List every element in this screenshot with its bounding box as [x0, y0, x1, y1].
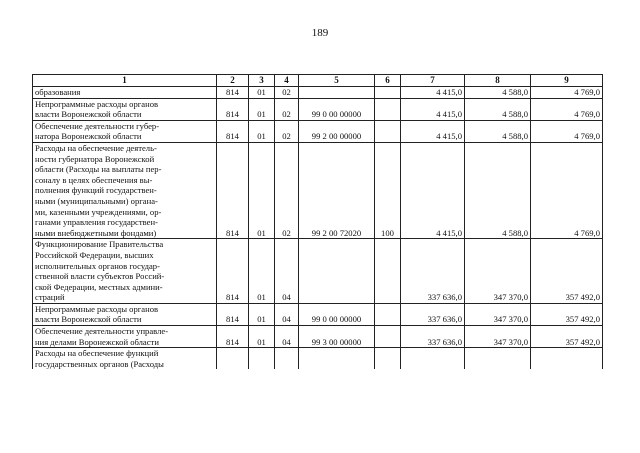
row-expense-type: [375, 326, 401, 348]
page-number: 189: [311, 27, 329, 39]
row-code: 814: [217, 303, 249, 325]
header-cell: 5: [299, 75, 375, 87]
row-name: Непрограммные расходы органов власти Воронежской области: [33, 303, 217, 325]
row-amount-7: 337 636,0: [401, 303, 465, 325]
row-section: [249, 348, 275, 370]
row-code: 814: [217, 326, 249, 348]
table-row: [33, 326, 603, 348]
row-expense-type: [375, 87, 401, 99]
row-amount-8: 4 588,0: [465, 98, 531, 120]
table-row: [33, 120, 603, 142]
header-cell: 6: [375, 75, 401, 87]
row-section: 01: [249, 239, 275, 304]
row-amount-8: 347 370,0: [465, 239, 531, 304]
row-expense-type: [375, 348, 401, 370]
row-article: [299, 348, 375, 370]
row-subsection: 02: [275, 120, 299, 142]
header-cell: 1: [33, 75, 217, 87]
row-name: Непрограммные расходы органов власти Воронежской области: [33, 98, 217, 120]
row-amount-8: 347 370,0: [465, 326, 531, 348]
row-amount-7: 4 415,0: [401, 87, 465, 99]
row-article: 99 0 00 00000: [299, 303, 375, 325]
row-amount-7: 4 415,0: [401, 120, 465, 142]
row-expense-type: [375, 98, 401, 120]
row-subsection: 04: [275, 239, 299, 304]
row-amount-7: 4 415,0: [401, 142, 465, 238]
row-amount-9: [531, 348, 603, 370]
row-expense-type: [375, 303, 401, 325]
header-cell: 8: [465, 75, 531, 87]
row-subsection: 04: [275, 303, 299, 325]
row-amount-9: 357 492,0: [531, 303, 603, 325]
row-section: 01: [249, 87, 275, 99]
row-amount-8: [465, 348, 531, 370]
row-code: [217, 348, 249, 370]
row-name: Расходы на обеспечение деятель- ности губернатора Воронежской области (Расходы на выплаты пер- соналу в целях обеспечения вы- полнения функций государствен- ными (муниципальными) органа- ми, казенными учреждениями, ор- ганами управления государствен- ными внебюджетными фондами): [33, 142, 217, 238]
row-subsection: 04: [275, 326, 299, 348]
table-row: [33, 87, 603, 99]
row-amount-9: 4 769,0: [531, 98, 603, 120]
header-cell: 7: [401, 75, 465, 87]
row-article: 99 2 00 72020: [299, 142, 375, 238]
table-row: [33, 239, 603, 304]
row-code: 814: [217, 239, 249, 304]
row-amount-9: 357 492,0: [531, 326, 603, 348]
row-section: 01: [249, 98, 275, 120]
row-amount-7: [401, 348, 465, 370]
row-amount-8: 4 588,0: [465, 142, 531, 238]
table-row: [33, 303, 603, 325]
row-code: 814: [217, 87, 249, 99]
header-cell: 4: [275, 75, 299, 87]
row-amount-8: 4 588,0: [465, 120, 531, 142]
row-section: 01: [249, 326, 275, 348]
row-code: 814: [217, 142, 249, 238]
row-section: 01: [249, 303, 275, 325]
row-code: 814: [217, 120, 249, 142]
row-article: 99 3 00 00000: [299, 326, 375, 348]
budget-table: [32, 74, 603, 369]
row-subsection: 02: [275, 98, 299, 120]
row-amount-7: 4 415,0: [401, 98, 465, 120]
table-row: [33, 98, 603, 120]
row-amount-7: 337 636,0: [401, 239, 465, 304]
row-expense-type: 100: [375, 142, 401, 238]
row-name: Расходы на обеспечение функций государственных органов (Расходы: [33, 348, 217, 370]
row-article: [299, 239, 375, 304]
row-article: 99 0 00 00000: [299, 98, 375, 120]
row-subsection: 02: [275, 142, 299, 238]
row-amount-9: 357 492,0: [531, 239, 603, 304]
row-expense-type: [375, 120, 401, 142]
row-amount-8: 4 588,0: [465, 87, 531, 99]
row-amount-9: 4 769,0: [531, 142, 603, 238]
row-amount-9: 4 769,0: [531, 87, 603, 99]
header-cell: 3: [249, 75, 275, 87]
row-name: Обеспечение деятельности губер- натора Воронежской области: [33, 120, 217, 142]
row-amount-8: 347 370,0: [465, 303, 531, 325]
header-cell: 2: [217, 75, 249, 87]
table-row: [33, 348, 603, 370]
row-amount-7: 337 636,0: [401, 326, 465, 348]
header-cell: 9: [531, 75, 603, 87]
row-name: Обеспечение деятельности управле- ния делами Воронежской области: [33, 326, 217, 348]
header-row: [33, 75, 603, 87]
row-name: образования: [33, 87, 217, 99]
row-amount-9: 4 769,0: [531, 120, 603, 142]
row-code: 814: [217, 98, 249, 120]
row-article: 99 2 00 00000: [299, 120, 375, 142]
row-subsection: [275, 348, 299, 370]
row-section: 01: [249, 142, 275, 238]
table-row: [33, 142, 603, 238]
row-expense-type: [375, 239, 401, 304]
row-section: 01: [249, 120, 275, 142]
row-article: [299, 87, 375, 99]
row-name: Функционирование Правительства Российской Федерации, высших исполнительных органов государ- ственной власти субъектов Россий- ской Федерации, местных админи- страций: [33, 239, 217, 304]
row-subsection: 02: [275, 87, 299, 99]
